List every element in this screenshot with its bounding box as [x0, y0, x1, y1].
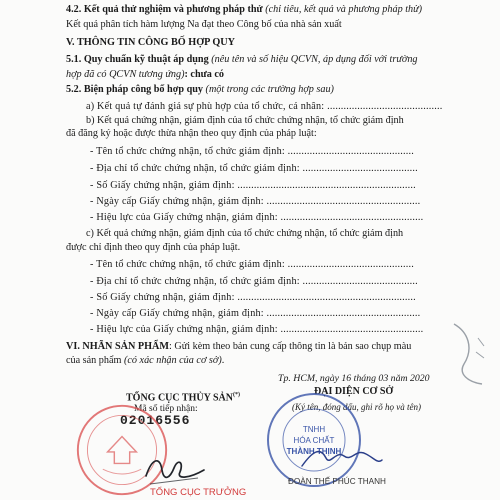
stamp-text-a: TNHH	[302, 425, 326, 434]
b-field-cert-no: - Số Giấy chứng nhận, giám định: .................................................................	[90, 180, 416, 191]
receipt-label: Mã số tiếp nhận:	[134, 404, 198, 414]
c-field-name: - Tên tổ chức chứng nhận, tổ chức giám định: ..............................................	[90, 259, 415, 270]
representative-name: ĐOÀN THẾ PHÚC THANH	[288, 477, 386, 486]
section-6-text-b: của sản phẩm	[66, 355, 124, 366]
section-6	[66, 341, 472, 353]
section-4-2	[66, 4, 472, 16]
b-field-address: - Địa chỉ tổ chức chứng nhận, tổ chức giám định: ..........................................	[90, 163, 418, 174]
section-5-1-note-a: (nêu tên và số hiệu QCVN, áp dụng đối với trường	[208, 54, 418, 65]
section-5-title: V. THÔNG TIN CÔNG BỐ HỢP QUY	[66, 37, 235, 48]
c-field-issue-date: - Ngày cấp Giấy chứng nhận, giám định: ........................................................	[90, 308, 421, 319]
section-5-2-label: 5.2. Biện pháp công bố hợp quy	[66, 84, 203, 95]
option-a: a) Kết quả tự đánh giá sự phù hợp của tổ chức, cá nhân: ..........................................	[86, 101, 443, 112]
representative-signature	[296, 440, 386, 480]
b-field-name: - Tên tổ chức chứng nhận, tổ chức giám định: ..............................................	[90, 146, 415, 157]
section-5-1-note-b: hợp đã có QCVN tương ứng)	[66, 69, 185, 80]
section-4-2-label: 4.2. Kết quả thử nghiệm và phương pháp thử	[66, 4, 263, 15]
c-field-address: - Địa chỉ tổ chức chứng nhận, tổ chức giám định: ..........................................	[90, 276, 418, 287]
section-6-text-a: : Gửi kèm theo bản cung cấp thông tin là bản sao chụp màu	[169, 341, 412, 352]
margin-stamp-fragment	[448, 318, 488, 388]
option-c-line1: c) Kết quả chứng nhận, giám định của tổ chức chứng nhận, tổ chức giám định	[86, 228, 404, 239]
section-5-1-label: 5.1. Quy chuẩn kỹ thuật áp dụng	[66, 54, 209, 65]
section-4-2-note: (chỉ tiêu, kết quả và phương pháp thử)	[262, 4, 423, 15]
section-5-1-value: : chưa có	[184, 69, 224, 80]
section-6-title: VI. NHÃN SẢN PHẨM	[66, 341, 170, 352]
option-b-line2: đã đăng ký hoặc được thừa nhận theo quy định của pháp luật:	[66, 128, 317, 139]
section-6-line2	[66, 355, 472, 367]
authority-signature	[140, 448, 210, 488]
authority-title-sup: (*)	[232, 392, 240, 398]
stamp-text-b: HÓA CHẤT	[293, 436, 335, 445]
director-general-title: TỔNG CỤC TRƯỞNG	[150, 487, 247, 498]
b-field-validity: - Hiệu lực của Giấy chứng nhận, giám định: ....................................................	[90, 212, 424, 223]
section-5-2	[66, 84, 472, 96]
b-field-issue-date: - Ngày cấp Giấy chứng nhận, giám định: ........................................................	[90, 196, 421, 207]
sign-date: Tp. HCM, ngày 16 tháng 03 năm 2020	[278, 373, 430, 384]
section-5-1-line2	[66, 69, 472, 81]
option-c-line2: được chỉ định theo quy định của pháp luật.	[66, 242, 241, 253]
section-5-2-note: (một trong các trường hợp sau)	[203, 84, 334, 95]
section-6-dot: .	[221, 355, 225, 366]
section-4-2-text: Kết quả phân tích hàm lượng Na đạt theo Công bố của nhà sản xuất	[66, 19, 342, 30]
representative-title: ĐẠI DIỆN CƠ SỞ	[314, 386, 394, 397]
section-5-1	[66, 54, 472, 66]
c-field-validity: - Hiệu lực của Giấy chứng nhận, giám định: ....................................................	[90, 324, 424, 335]
receipt-number: 02016556	[120, 413, 191, 428]
c-field-cert-no: - Số Giấy chứng nhận, giám định: .................................................................	[90, 292, 416, 303]
representative-note: (Ký tên, đóng dấu, ghi rõ họ và tên)	[292, 402, 421, 412]
option-b-line1: b) Kết quả chứng nhận, giám định của tổ chức chứng nhận, tổ chức giám định	[86, 115, 404, 126]
section-6-note: (có xác nhận của cơ sở)	[124, 355, 222, 366]
authority-title-text: TỔNG CỤC THỦY SẢN	[126, 392, 233, 404]
stamp-text-c: THÀNH THỊNH	[286, 447, 342, 456]
